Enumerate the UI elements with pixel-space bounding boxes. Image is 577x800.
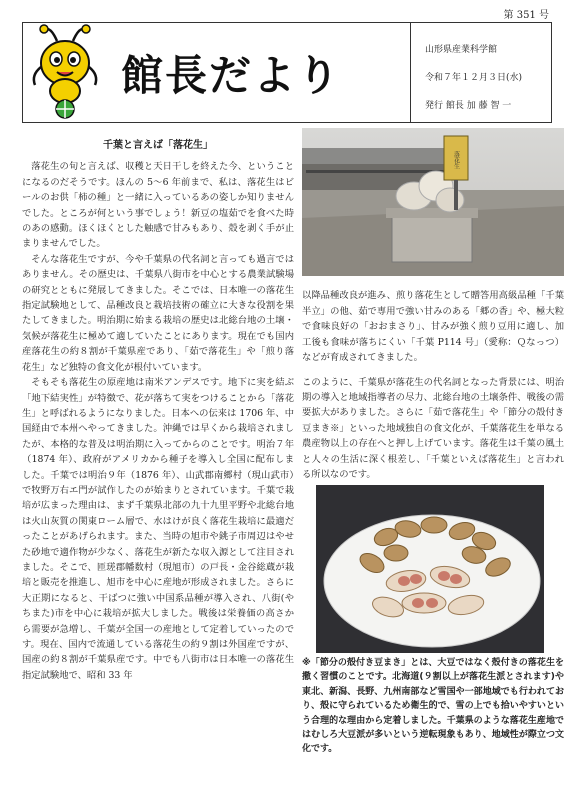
paragraph: そんな落花生ですが、今や千葉県の代名詞と言っても過言ではありません。その歴史は、千葉県八街市を中心とする農業試験場の研究とともに発展してきました。そこでは、日本唯一の落花生指定試験地として、品種改良と栽培技術の確立に大きな役割を果たしてきました。明治期に始まる栽培の歴史は北総台地の土壌・気候が落花生に極めて適していたことにあります。現在でも国内産落花生の約８割が千葉県産であり、「茹で落花生」や「煎り落花生」など独特の食文化が根付いています。 — [22, 253, 294, 373]
paragraph: 以降品種改良が進み、煎り落花生として贈答用高級品種「千葉半立」の他、茹で専用で強い甘みのある「郷の香」や、極大粒で食味良好の「おおまさり」、甘みが強く煎り豆用に適し、加工後も食味が落ちにくい「千葉 P114 号」（愛称：Ｑなっつ）などが育成されてきました。 — [302, 290, 564, 363]
footnote-box — [302, 656, 564, 757]
article-left-column — [22, 138, 294, 683]
paragraph: このように、千葉県が落花生の代名詞となった背景には、明治期の導入と地域指導者の尽力、北総台地の土壌条件、戦後の需要拡大がありました。さらに「茹で落花生」や「節分の殻付き豆まき※」といった地域独自の食文化が、千葉落花生を単なる農産物以上の存在へと押し上げています。落花生は千葉の風土と人々の生活に深く根差し、「千葉といえば落花生」と言われる所以なのです。 — [302, 376, 564, 481]
publish-date: 令和７年１２月３日(水) — [425, 73, 523, 83]
peanut-monument-photo — [302, 128, 564, 276]
footnote-text: ※「節分の殻付き豆まき」とは、大豆ではなく殻付きの落花生を撒く習慣のことです。北海道(９割以上が落花生派とされます)や東北、新潟、長野、九州南部など雪国や一部地域でも行われており、殻に守られているため衛生的で、雪の上でも拾いやすいという合理的な理由から定着しました。千葉県のような落花生産地ではむしろ大豆派が多いという逆転現象もあり、地域性が際立つ文化です。 — [302, 658, 564, 755]
monument-sign-text: 落花生 — [452, 151, 460, 169]
mascot-logo — [23, 23, 113, 122]
article-heading: 千葉と言えば「落花生」 — [103, 140, 213, 151]
masthead-box — [22, 22, 552, 123]
paragraph: 落花生の旬と言えば、収穫と天日干しを終えた今、ということになるのだそうです。ほんの 5～6 年前まで、私は、落花生はビールのお供「柿の種」と一緒に入っているあの姿しか知りませんでした。ところが何という事でしょう！新豆の塩茹でを食べた時のあの感動。ほくほくとした触感で甘みもあり、殻を剥く手が止まりませんでした。 — [22, 161, 294, 250]
masthead-title: 館長だより — [121, 50, 342, 100]
peanut-mascot-icon — [23, 23, 113, 124]
publication-info — [410, 23, 551, 122]
issue-number: 第 351 号 — [503, 10, 549, 21]
paragraph: そもそも落花生の原産地は南米アンデスです。地下に実を結ぶ「地下結実性」が特徴で、花が落ちて実をつけることから「落花生」と呼ばれるようになりました。日本への伝来は 1706 年、中国経由で本州へやってきました。沖縄では早くから栽培されましたが、本格的な普及は明治期に入ってからのことです。明治７年（1874 年）、政府がアメリカから種子を導入し全国に配布しました。千葉では明治９年（1876 年）、山武郡南郷村（現山武市）で牧野万右エ門が試作したのが始まりとされています。千葉で栽培が広まった理由は、まず千葉県北部の九十九里平野や北総台地は火山灰質の関東ローム層で、水はけが良く落花生栽培に最適だったことがあげられます。また、当時の旭市や銚子市周辺はやせた砂地で適作物が少なく、落花生が新たな収入源として注目されました。そこで、匝瑳郡幡数村（現旭市）の戸長・金谷総蔵が栽培と販売を推進し、旭市を中心に産地が形成されました。さらに大正期になると、干ばつに強い中国系品種が導入され、八街(やちまた)市を中心に栽培が拡大しました。戦後は栄養価の高さから需要が急増し、千葉が全国一の産地として定着していったのです。現在、国内で流通している落花生の約９割は外国産ですが、国産の約８割が千葉県産です。中でも八街市は日本唯一の落花生指定試験地で、昭和 33 年 — [22, 377, 294, 681]
publisher: 発行 館長 加 藤 智 一 — [425, 101, 512, 111]
org-name: 山形県産業科学館 — [425, 45, 498, 55]
article-right-column — [302, 279, 564, 492]
boiled-peanuts-photo — [316, 485, 544, 653]
